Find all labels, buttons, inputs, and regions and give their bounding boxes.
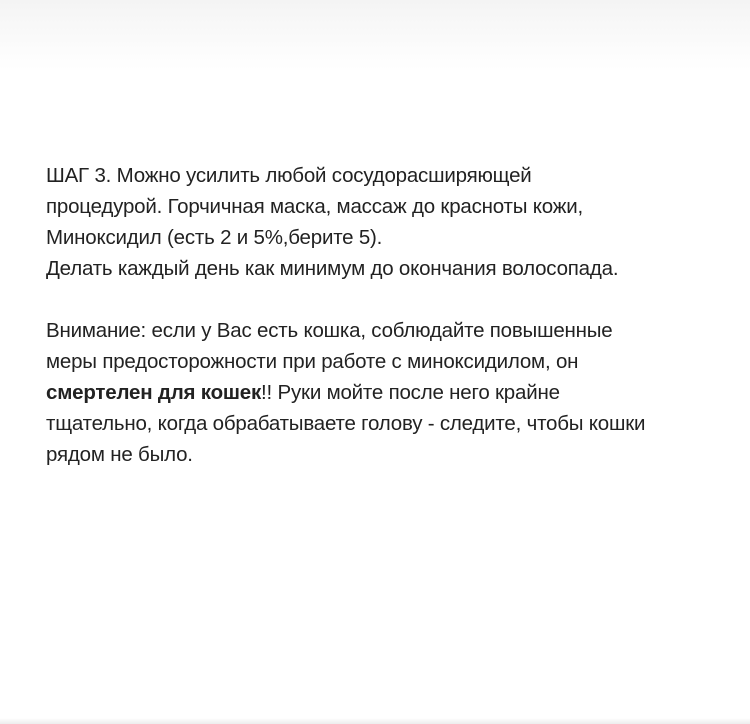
warning-line-5: рядом не было. [46,443,193,466]
step-paragraph [46,160,726,284]
paragraph-spacer [46,284,726,315]
document-text [46,160,726,470]
step-line-3: Миноксидил (есть 2 и 5%,берите 5). [46,226,383,249]
warning-line-2: меры предосторожности при работе с миноксидилом, он [46,350,579,373]
step-line-4: Делать каждый день как минимум до окончания волосопада. [46,257,619,280]
warning-line-3 [46,377,726,408]
bottom-edge [0,718,750,724]
warning-line-3-rest: !! Руки мойте после него крайне [261,381,560,404]
step-line-2: процедурой. Горчичная маска, массаж до красноты кожи, [46,195,583,218]
warning-line-4: тщательно, когда обрабатываете голову - следите, чтобы кошки [46,412,646,435]
top-shadow [0,0,750,70]
warning-paragraph [46,315,726,470]
warning-emphasis: смертелен для кошек [46,381,262,404]
warning-line-1: Внимание: если у Вас есть кошка, соблюдайте повышенные [46,319,613,342]
step-line-1: ШАГ 3. Можно усилить любой сосудорасширяющей [46,164,532,187]
